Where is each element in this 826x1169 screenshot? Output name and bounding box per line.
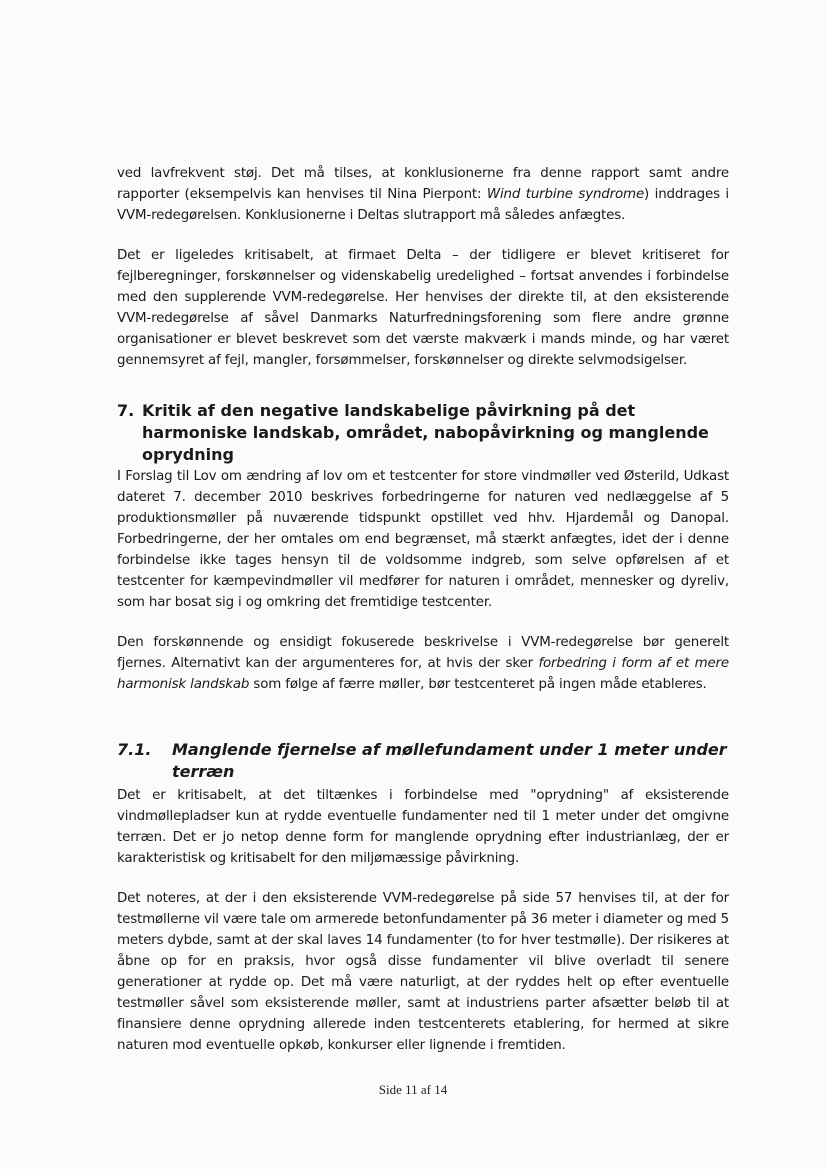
section-7-paragraph-1: I Forslag til Lov om ændring af lov om et testcenter for store vindmøller ved Østerild, Udkast dateret 7. december 2010 beskrives forbedringerne for naturen ved nedlæggelse af 5 produktionsmøller på nuværende tidspunkt opstillet ved hhv. Hjardemål og Danopal. Forbedringerne, der her omtales om end begrænset, må stærkt anfægtes, idet der i denne forbindelse ikke tages hensyn til de voldsomme indgreb, som selve opførelsen af et testcenter for kæmpevindmøller vil medfører for naturen i området, mennesker og dyreliv, som har bosat sig i og omkring det fremtidige testcenter. [117, 469, 729, 610]
paragraph-delta-criticism: Det er ligeledes kritisabelt, at firmaet Delta – der tidligere er blevet kritiseret for fejlberegninger, forskønnelser og videnskabelig uredelighed – fortsat anvendes i forbindelse med den supplerende VVM-redegørelse. Her henvises der direkte til, at den eksisterende VVM-redegørelse af såvel Danmarks Naturfredningsforening som flere andre grønne organisationer er blevet beskrevet som det værste makværk i mands minde, og har været gennemsyret af fejl, mangler, forsømmelser, forskønnelser og direkte selvmodsigelser. [117, 248, 729, 368]
section-7-title: Kritik af den negative landskabelige påvirkning på det harmoniske landskab, området, nabopåvirkning og manglende oprydning [142, 401, 709, 464]
emphasis-wind-turbine-syndrome: Wind turbine syndrome [486, 187, 645, 202]
section-7-heading [117, 400, 729, 466]
section-7-1-number: 7.1. [117, 740, 152, 759]
paragraph-low-frequency-noise: ved lavfrekvent støj. Det må tilses, at konklusionerne fra denne rapport samt andre rapporter (eksempelvis kan henvises til Nina Pierpont: Wind turbine syndrome) inddrages i VVM-redegørelsen. Konklusionerne i Deltas slutrapport må således anfægtes. [117, 166, 729, 223]
page-footer: Side 11 af 14 [378, 1082, 448, 1097]
section-7-1-heading [117, 739, 729, 783]
emphasis-harmonious-landscape: forbedring i form af et mere harmonisk landskab [117, 656, 729, 692]
section-7-1-paragraph-2: Det noteres, at der i den eksisterende VVM-redegørelse på side 57 henvises til, at der for testmøllerne vil være tale om armerede betonfundamenter på 36 meter i diameter og med 5 meters dybde, samt at der skal laves 14 fundamenter (to for hver testmølle). Der risikeres at åbne op for en praksis, hvor også disse fundamenter vil blive overladt til senere generationer at rydde op. Det må være naturligt, at der ryddes helt op efter eventuelle testmøller såvel som eksisterende møller, samt at industriens parter afsætter beløb til at finansiere denne oprydning allerede inden testcenterets etablering, for hermed at sikre naturen mod eventuelle opkøb, konkurser eller lignende i fremtiden. [117, 891, 729, 1053]
section-7-number: 7. [117, 401, 135, 420]
section-7-paragraph-2: Den forskønnende og ensidigt fokuserede beskrivelse i VVM-redegørelse bør generelt fjernes. Alternativt kan der argumenteres for, at hvis der sker forbedring i form af et mere harmonisk landskab som følge af færre møller, bør testcenteret på ingen måde etableres. [117, 635, 729, 692]
document-body [117, 163, 729, 1056]
section-7-1-title: Manglende fjernelse af møllefundament under 1 meter under terræn [172, 740, 727, 781]
section-7-1-paragraph-1: Det er kritisabelt, at det tiltænkes i forbindelse med "oprydning" af eksisterende vindmøllepladser kun at rydde eventuelle fundamenter ned til 1 meter under det omgivne terræn. Det er jo netop denne form for manglende oprydning efter industrianlæg, der er karakteristisk og kritisabelt for den miljømæssige påvirkning. [117, 788, 729, 866]
